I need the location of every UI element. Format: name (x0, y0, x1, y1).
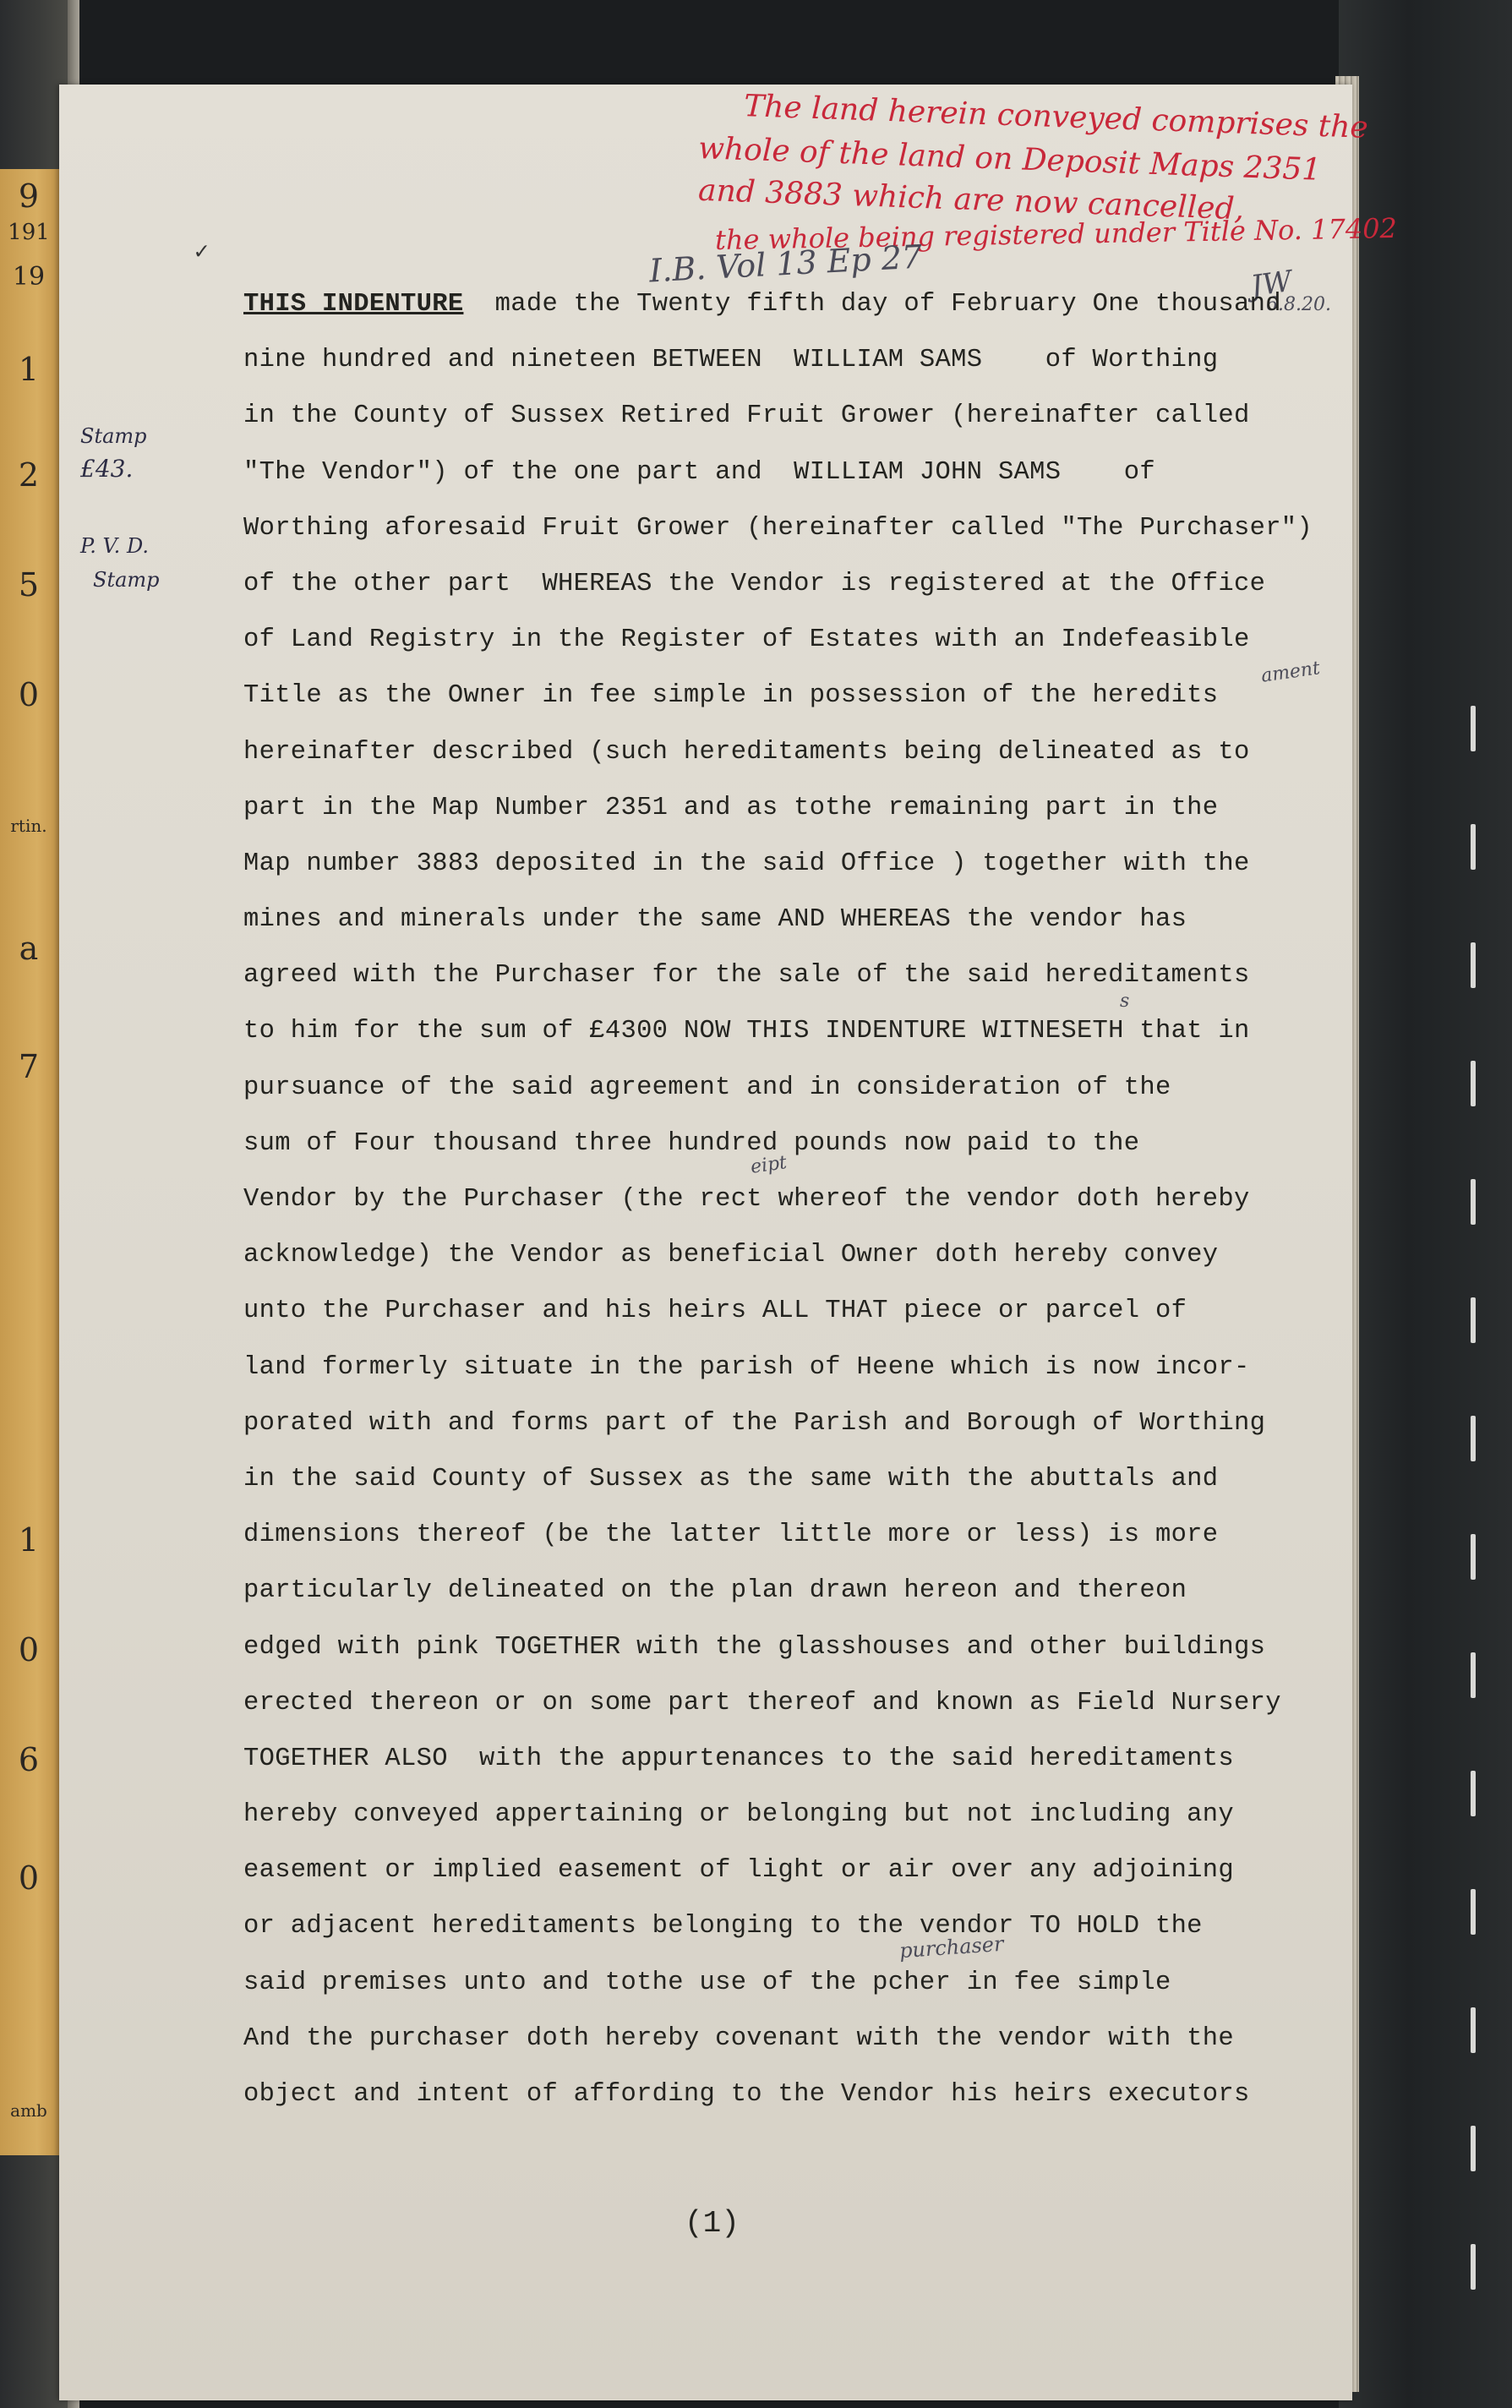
body-line: dimensions thereof (be the latter little more or less) is more (243, 1521, 1219, 1550)
binder-stitch (1471, 1534, 1476, 1580)
red-annotation-line: The land herein conveyed comprises the (743, 89, 1369, 145)
insert-eipt: eipt (749, 1152, 789, 1178)
body-line-1 (243, 286, 1359, 341)
body-line: of the other part WHEREAS the Vendor is registered at the Office (243, 569, 1266, 598)
body-line: acknowledge) the Vendor as beneficial Owner doth hereby convey (243, 1241, 1219, 1270)
body-line: in the County of Sussex Retired Fruit Grower (hereinafter called (243, 401, 1250, 431)
red-annotation-line: the whole being registered under Title No. 17402 (714, 211, 1398, 257)
pencil-reference: I.B. Vol 13 Ep 27 (648, 238, 924, 290)
tab-label: 19 (12, 262, 46, 292)
body-line: And the purchaser doth hereby covenant with the vendor with the (243, 2023, 1234, 2053)
tab-label: 6 (18, 1741, 40, 1778)
body-line: in the said County of Sussex as the same with the abuttals and (243, 1464, 1219, 1493)
binder-right (1339, 0, 1512, 2408)
flourish-mark: ✓ (194, 240, 209, 266)
tab-label: 1 (18, 351, 40, 388)
tab-label: 2 (18, 456, 40, 494)
body-line: to him for the sum of £4300 NOW THIS INDENTURE WITNESETH that in (243, 1017, 1250, 1046)
body-line: pursuance of the said agreement and in consideration of the (243, 1073, 1171, 1102)
binder-stitch (1471, 2007, 1476, 2053)
binder-stitch (1471, 706, 1476, 751)
body-line: unto the Purchaser and his heirs ALL THAT piece or parcel of (243, 1297, 1187, 1326)
binder-stitch (1471, 1297, 1476, 1343)
body-line: TOGETHER ALSO with the appurtenances to the said hereditaments (243, 1744, 1234, 1773)
body-line: land formerly situate in the parish of Heene which is now incor- (243, 1352, 1250, 1382)
body-line: agreed with the Purchaser for the sale of the said hereditaments (243, 961, 1250, 991)
margin-note-stamp-2: Stamp (93, 568, 160, 592)
body-line-text: made the Twenty fifth day of February One thousand (494, 290, 1281, 319)
body-line: Title as the Owner in fee simple in possession of the heredits (243, 681, 1219, 711)
indenture-title: THIS INDENTURE (243, 290, 464, 319)
binder-stitch (1471, 824, 1476, 870)
body-line: particularly delineated on the plan drawn hereon and thereon (243, 1576, 1187, 1606)
pencil-initials: JW (1248, 264, 1295, 304)
tab-label: 0 (18, 1859, 40, 1897)
body-line: said premises unto and tothe use of the pcher in fee simple (243, 1968, 1171, 1997)
body-line: hereby conveyed appertaining or belonging but not including any (243, 1800, 1234, 1830)
red-annotation-line: whole of the land on Deposit Maps 2351 (697, 131, 1322, 188)
tab-label: amb (10, 2100, 47, 2121)
body-line: edged with pink TOGETHER with the glasshouses and other buildings (243, 1632, 1266, 1662)
tab-label: rtin. (10, 816, 47, 836)
margin-note-amount: £43. (80, 455, 134, 483)
tab-label: 7 (18, 1048, 40, 1085)
body-line: porated with and forms part of the Parish and Borough of Worthing (243, 1408, 1266, 1438)
tab-label: a (19, 930, 39, 967)
body-line: "The Vendor") of the one part and WILLIAM JOHN SAMS of (243, 457, 1155, 487)
body-line: or adjacent hereditaments belonging to the vendor TO HOLD the (243, 1912, 1203, 1941)
tab-label: 0 (18, 676, 40, 713)
binder-stitch (1471, 942, 1476, 988)
body-line: Vendor by the Purchaser (the rect whereof the vendor doth hereby (243, 1185, 1250, 1214)
tab-label: 5 (18, 566, 40, 603)
body-line: nine hundred and nineteen BETWEEN WILLIAM SAMS of Worthing (243, 346, 1219, 375)
insert-purchaser: purchaser (898, 1931, 1005, 1963)
tab-label: 0 (18, 1631, 40, 1668)
indenture-body (243, 286, 1359, 2132)
binder-stitch (1471, 2126, 1476, 2171)
binder-stitch (1471, 1416, 1476, 1461)
tab-label: 1 (18, 1521, 40, 1559)
binder-stitch (1471, 1061, 1476, 1106)
insert-ament: ament (1259, 658, 1322, 687)
insert-s: s (1120, 991, 1130, 1012)
body-line: sum of Four thousand three hundred pounds now paid to the (243, 1128, 1140, 1158)
tab-label: 9 (18, 177, 40, 215)
index-tab-strip (0, 169, 68, 2155)
binder-stitch (1471, 1652, 1476, 1698)
pencil-initials-date: 6.8.20. (1266, 294, 1331, 315)
body-line: erected thereon or on some part thereof and known as Field Nursery (243, 1688, 1281, 1717)
body-line: Worthing aforesaid Fruit Grower (hereinafter called "The Purchaser") (243, 513, 1313, 543)
body-line: mines and minerals under the same AND WHEREAS the vendor has (243, 905, 1187, 935)
binder-stitch (1471, 2244, 1476, 2290)
body-line: hereinafter described (such hereditaments being delineated as to (243, 737, 1250, 767)
red-annotation-line: and 3883 which are now cancelled, (697, 172, 1245, 227)
body-line: part in the Map Number 2351 and as tothe remaining part in the (243, 793, 1219, 822)
margin-note-stamp: Stamp (80, 424, 147, 448)
body-line: easement or implied easement of light or air over any adjoining (243, 1856, 1234, 1886)
binder-stitch (1471, 1889, 1476, 1935)
body-line: object and intent of affording to the Vendor his heirs executors (243, 2080, 1250, 2109)
margin-note-pvd: P. V. D. (80, 534, 149, 558)
binder-stitch (1471, 1771, 1476, 1816)
page-number: (1) (685, 2206, 740, 2241)
body-line: Map number 3883 deposited in the said Office ) together with the (243, 849, 1250, 878)
tab-label: 191 (8, 220, 50, 245)
body-line: of Land Registry in the Register of Estates with an Indefeasible (243, 625, 1250, 655)
binder-stitch (1471, 1179, 1476, 1225)
